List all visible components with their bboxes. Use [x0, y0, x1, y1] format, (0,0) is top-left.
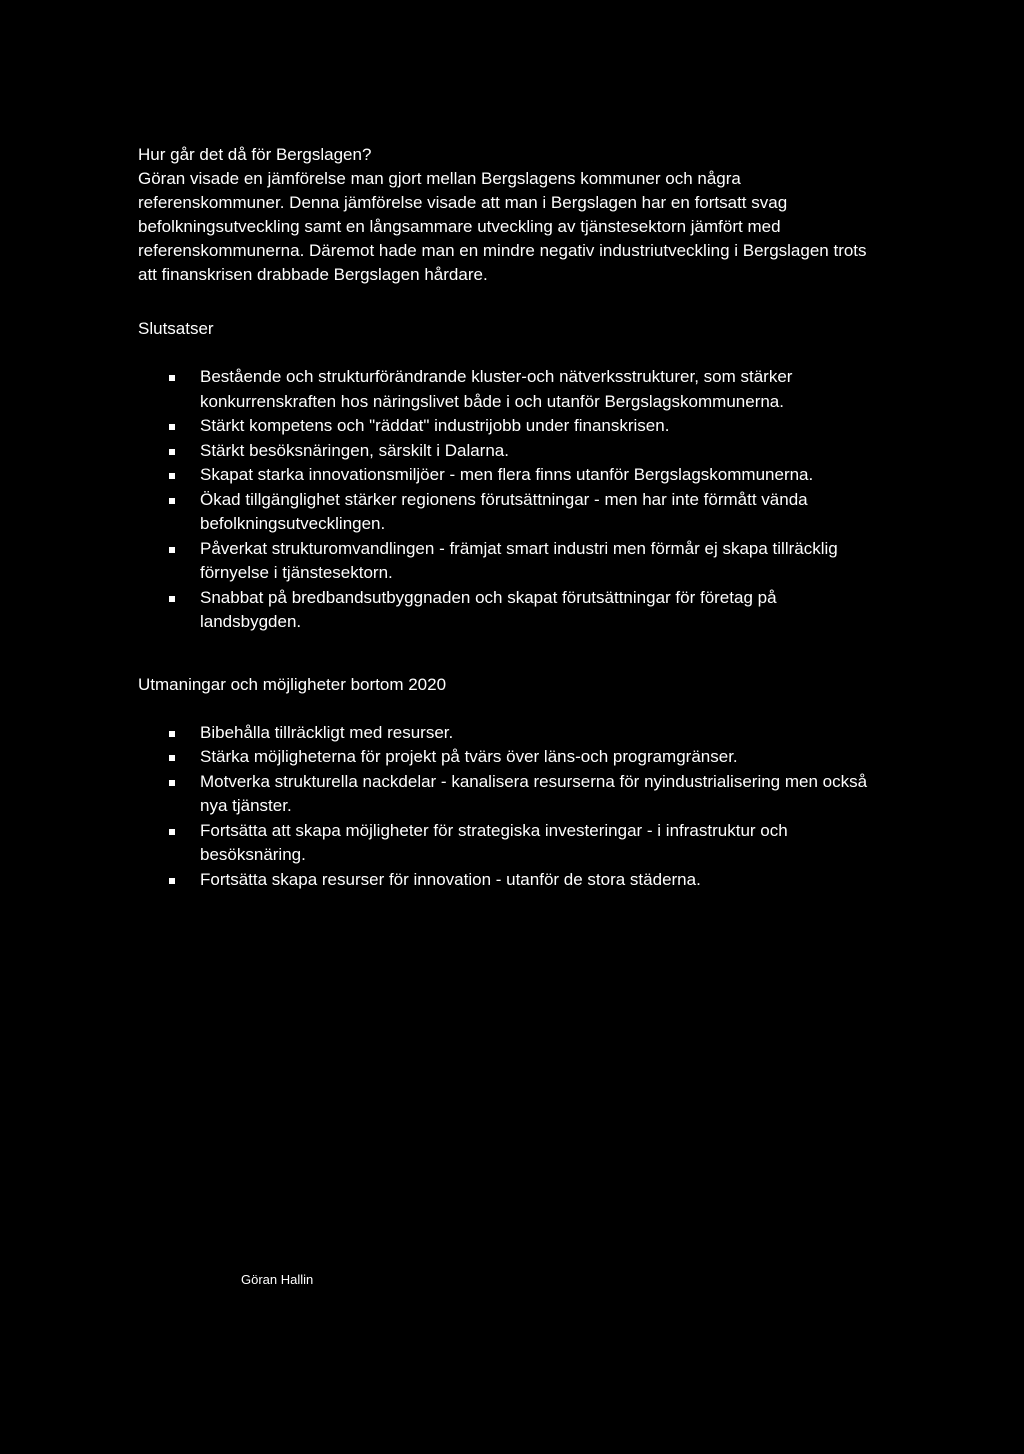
challenges-list: [138, 721, 878, 893]
intro-paragraph: Göran visade en jämförelse man gjort mellan Bergslagens kommuner och några referenskommuner. Denna jämförelse visade att man i Bergslagen har en fortsatt svag befolkningsutveckling samt en långsammare utveckling av tjänstesektorn jämfört med referenskommunerna. Däremot hade man en mindre negativ industriutveckling i Bergslagen trots att finanskrisen drabbade Bergslagen hårdare.: [138, 169, 867, 284]
list-item: [138, 721, 878, 746]
square-bullet-icon: [169, 755, 175, 761]
list-item-text: Fortsätta att skapa möjligheter för strategiska investeringar - i infrastruktur och besöksnäring.: [200, 820, 788, 864]
square-bullet-icon: [169, 547, 175, 553]
square-bullet-icon: [169, 829, 175, 835]
challenges-title: Utmaningar och möjligheter bortom 2020: [138, 674, 447, 694]
list-item-text: Skapat starka innovationsmiljöer - men flera finns utanför Bergslagskommunerna.: [200, 465, 814, 484]
list-item: [138, 414, 878, 439]
list-item-text: Stärkt besöksnäringen, särskilt i Dalarna.: [200, 440, 509, 460]
list-item: [138, 586, 878, 635]
square-bullet-icon: [169, 780, 175, 786]
list-item: [138, 537, 878, 586]
list-item-text: Ökad tillgänglighet stärker regionens förutsättningar - men har inte förmått vända befolkningsutvecklingen.: [200, 489, 808, 533]
list-item-text: Fortsätta skapa resurser för innovation - utanför de stora städerna.: [200, 869, 701, 889]
list-item: [138, 745, 878, 770]
list-item: [138, 365, 878, 414]
square-bullet-icon: [169, 424, 175, 430]
square-bullet-icon: [169, 596, 175, 602]
conclusions-list: [138, 365, 878, 635]
square-bullet-icon: [169, 473, 175, 479]
list-item: [138, 819, 878, 868]
list-item-text: Stärkt kompetens och "räddat" industrijobb under finanskrisen.: [200, 416, 670, 435]
list-item: [138, 463, 878, 488]
list-item-text: Påverkat strukturomvandlingen - främjat smart industri men förmår ej skapa tillräcklig förnyelse i tjänstesektorn.: [200, 538, 838, 582]
list-item-text: Bibehålla tillräckligt med resurser.: [200, 722, 454, 742]
author-name: Göran Hallin: [241, 1272, 314, 1287]
list-item: [138, 770, 878, 819]
square-bullet-icon: [169, 731, 175, 737]
list-item: [138, 488, 878, 537]
list-item: [138, 439, 878, 464]
square-bullet-icon: [169, 375, 175, 381]
square-bullet-icon: [169, 498, 175, 504]
intro-heading: Hur går det då för Bergslagen?: [138, 145, 372, 164]
list-item-text: Snabbat på bredbandsutbyggnaden och skapat förutsättningar för företag på landsbygden.: [200, 587, 777, 631]
conclusions-title: Slutsatser: [138, 319, 214, 338]
document-body: [138, 143, 878, 892]
square-bullet-icon: [169, 878, 175, 884]
list-item-text: Motverka strukturella nackdelar - kanalisera resurserna för nyindustrialisering men också nya tjänster.: [200, 771, 868, 815]
list-item: [138, 868, 878, 893]
list-item-text: Bestående och strukturförändrande kluster-och nätverksstrukturer, som stärker konkurrenskraften hos näringslivet både i och utanför Bergslagskommunerna.: [200, 367, 793, 411]
square-bullet-icon: [169, 449, 175, 455]
list-item-text: Stärka möjligheterna för projekt på tvärs över läns-och programgränser.: [200, 747, 738, 766]
